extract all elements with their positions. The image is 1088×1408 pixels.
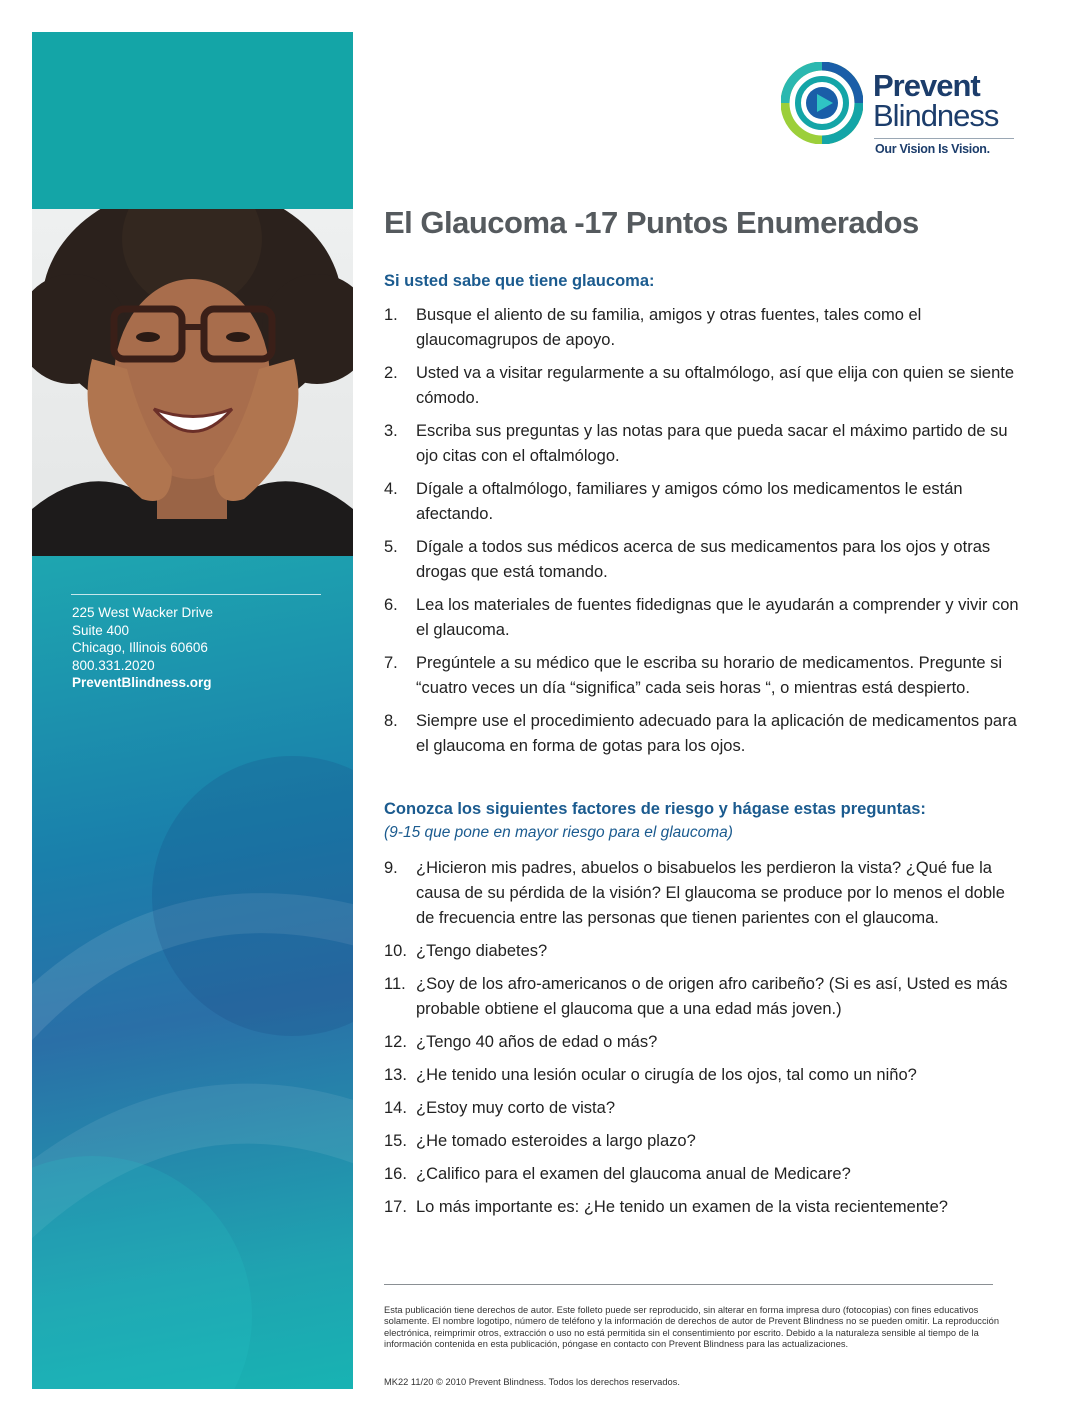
section-heading: Conozca los siguientes factores de riesgo y hágase estas preguntas: [384, 800, 926, 818]
copyright-notice: Esta publicación tiene derechos de autor. Este folleto puede ser reproducido, sin alterar en forma impresa duro (fotocopias) con fines educativos solamente. El nombre logotipo, número de teléfono y la información de derechos de autor de Prevent Blindness no se pueden omitir. La reproducción electrónica, reimprimir otros, extracción o uso no está permitida sin el consentimiento por escrito. Debido a la naturaleza sensible al tiempo de la información contenida en esta publicación, póngase en contacto con Prevent Blindness para las actualizaciones. [384, 1305, 1000, 1349]
footer-divider [384, 1284, 993, 1285]
list-item [384, 535, 1024, 585]
item-text: ¿Soy de los afro-americanos o de origen afro caribeño? (Si es así, Usted es más probable obtiene el glaucoma que a una edad más joven.) [416, 975, 1008, 1018]
item-text: Lea los materiales de fuentes fidedignas que le ayudarán a comprender y vivir con el glaucoma. [416, 596, 1019, 639]
list-item [384, 419, 1024, 469]
item-number: 4. [384, 480, 398, 498]
prevent-blindness-eye-logo-icon [781, 62, 863, 144]
logo-tagline: Our Vision Is Vision. [875, 142, 990, 156]
woman-with-glasses-photo [32, 209, 353, 556]
list-item [384, 303, 1024, 353]
item-number: 6. [384, 596, 398, 614]
logo-divider [874, 138, 1014, 139]
section-subheading: (9-15 que pone en mayor riesgo para el glaucoma) [384, 824, 733, 841]
logo-word-blindness: Blindness [873, 98, 999, 133]
list-item [384, 593, 1024, 643]
item-text: ¿Califico para el examen del glaucoma anual de Medicare? [416, 1165, 851, 1183]
list-item [384, 477, 1024, 527]
prevent-blindness-logo [781, 62, 1021, 162]
item-number: 11. [384, 975, 406, 993]
item-text: Busque el aliento de su familia, amigos y otras fuentes, tales como el glaucomagrupos de apoyo. [416, 306, 922, 349]
item-text: ¿Hicieron mis padres, abuelos o bisabuelos les perdieron la vista? ¿Qué fue la causa de su pérdida de la visión? El glaucoma se produce por lo menos el doble de frecuencia entre las personas que tienen parientes con el glaucoma. [416, 859, 1005, 927]
item-text: ¿Estoy muy corto de vista? [416, 1099, 615, 1117]
numbered-list-section2 [384, 856, 1024, 1228]
item-text: Pregúntele a su médico que le escriba su horario de medicamentos. Pregunte si “cuatro veces un día “significa” cada seis horas “, o mientras está despierto. [416, 654, 1003, 697]
page-title: El Glaucoma -17 Puntos Enumerados [384, 205, 919, 240]
item-text: Dígale a oftalmólogo, familiares y amigos cómo los medicamentos le están afectando. [416, 480, 963, 523]
teal-header-block [32, 32, 353, 209]
numbered-list-section1 [384, 303, 1024, 767]
item-number: 13. [384, 1066, 407, 1084]
list-item [384, 1096, 1024, 1121]
item-number: 3. [384, 422, 398, 440]
item-number: 1. [384, 306, 398, 324]
contact-address [72, 604, 213, 692]
item-number: 17. [384, 1198, 407, 1216]
list-item [384, 856, 1024, 931]
list-item [384, 972, 1024, 1022]
list-item [384, 939, 1024, 964]
item-number: 7. [384, 654, 398, 672]
logo-word-prevent: Prevent [873, 68, 980, 103]
item-number: 14. [384, 1099, 407, 1117]
item-text: ¿He tenido una lesión ocular o cirugía de los ojos, tal como un niño? [416, 1066, 917, 1084]
item-number: 10. [384, 942, 407, 960]
address-divider [71, 594, 321, 595]
left-sidebar [32, 32, 353, 1389]
section-heading: Si usted sabe que tiene glaucoma: [384, 272, 655, 290]
item-text: Siempre use el procedimiento adecuado para la aplicación de medicamentos para el glaucoma en forma de gotas para los ojos. [416, 712, 1017, 755]
item-number: 5. [384, 538, 398, 556]
list-item [384, 1129, 1024, 1154]
item-number: 8. [384, 712, 398, 730]
item-number: 12. [384, 1033, 407, 1051]
phone-number: 800.331.2020 [72, 657, 155, 673]
list-item [384, 709, 1024, 759]
address-line: Suite 400 [72, 622, 130, 638]
item-text: ¿Tengo diabetes? [416, 942, 548, 960]
item-text: Escriba sus preguntas y las notas para que pueda sacar el máximo partido de su ojo citas con el oftalmólogo. [416, 422, 1008, 465]
list-item [384, 361, 1024, 411]
list-item [384, 1195, 1024, 1220]
item-text: Dígale a todos sus médicos acerca de sus medicamentos para los ojos y otras drogas que está tomando. [416, 538, 991, 581]
address-line: Chicago, Illinois 60606 [72, 640, 208, 655]
item-text: Lo más importante es: ¿He tenido un examen de la vista recientemente? [416, 1198, 948, 1216]
list-item [384, 1030, 1024, 1055]
copyright-line: MK22 11/20 © 2010 Prevent Blindness. Todos los derechos reservados. [384, 1377, 680, 1387]
address-line: 225 West Wacker Drive [72, 605, 214, 620]
blue-info-panel [32, 556, 353, 1389]
item-text: Usted va a visitar regularmente a su oftalmólogo, así que elija con quien se siente cómodo. [416, 364, 1015, 407]
website-link[interactable]: PreventBlindness.org [72, 675, 212, 690]
list-item [384, 1162, 1024, 1187]
item-number: 2. [384, 364, 398, 382]
portrait-illustration [32, 209, 353, 556]
item-number: 15. [384, 1132, 407, 1150]
item-number: 9. [384, 859, 398, 877]
item-text: ¿He tomado esteroides a largo plazo? [416, 1132, 696, 1150]
item-text: ¿Tengo 40 años de edad o más? [416, 1033, 658, 1051]
list-item [384, 1063, 1024, 1088]
list-item [384, 651, 1024, 701]
item-number: 16. [384, 1165, 407, 1183]
